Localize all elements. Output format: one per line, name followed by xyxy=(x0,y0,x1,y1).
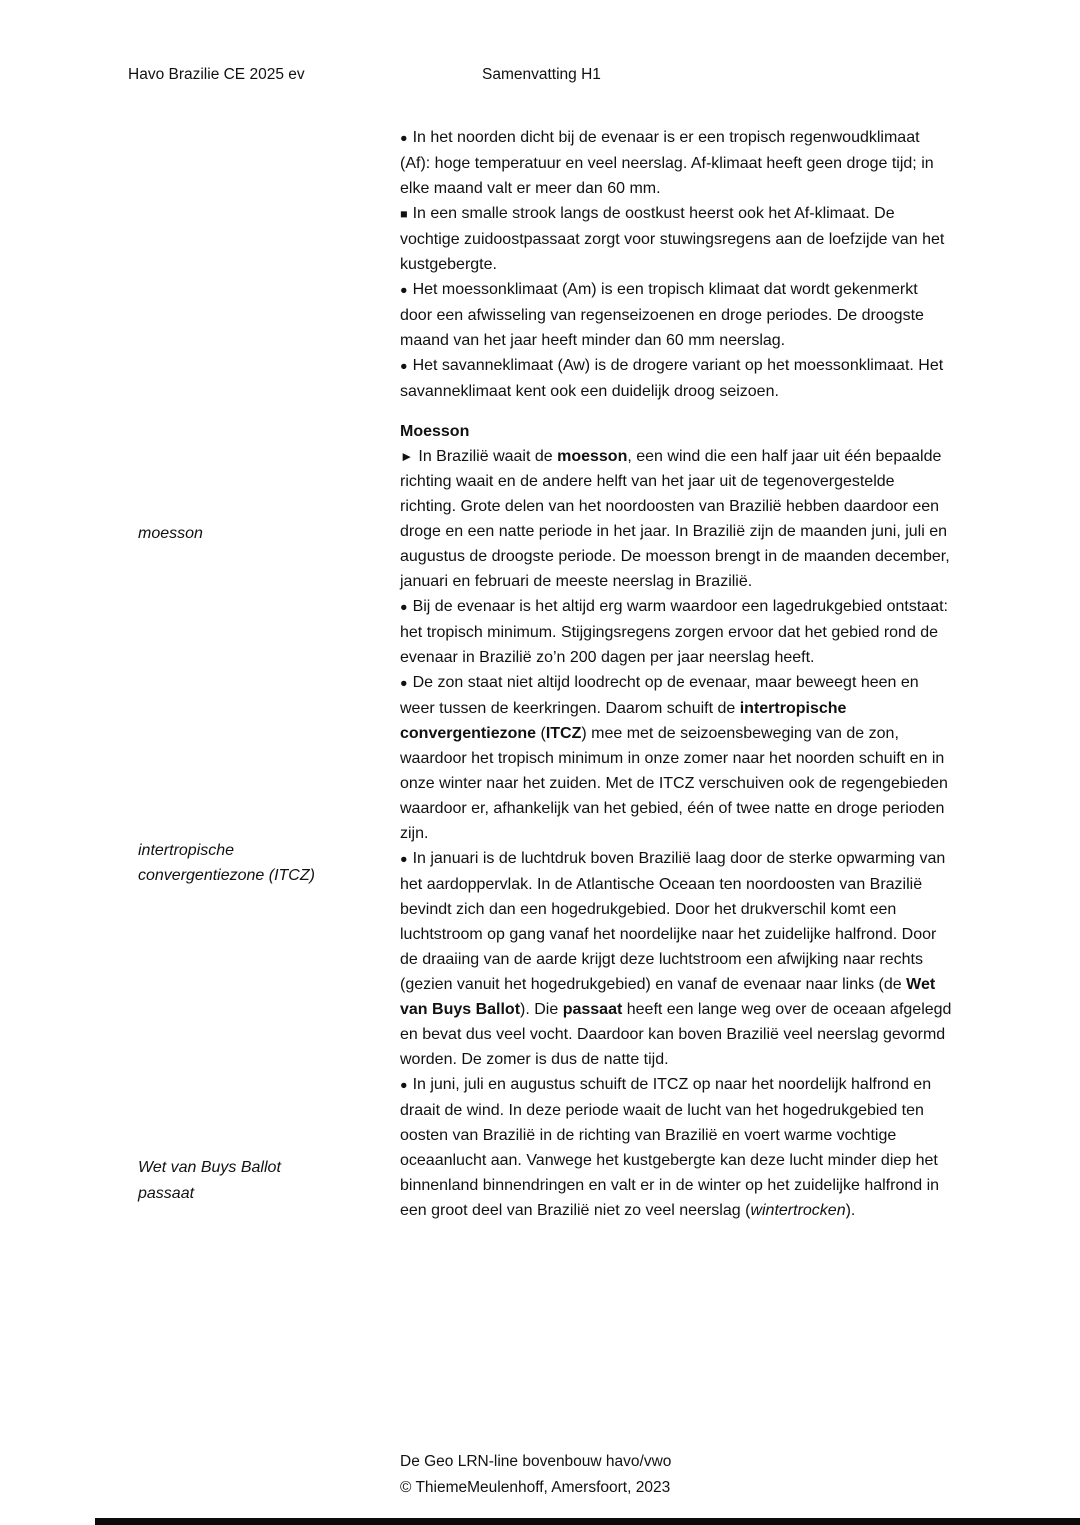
text-run: heeft een lange weg over de oceaan afgelegd en bevat dus veel vocht. Daardoor kan boven Brazilië veel neerslag gevormd worden. De zomer is dus de natte tijd. xyxy=(400,1001,952,1068)
bullet-dot-icon: ● xyxy=(400,283,408,297)
text-run: ITCZ xyxy=(545,725,582,742)
text-run: Bij de evenaar is het altijd erg warm waardoor een lagedrukgebied ontstaat: het tropisch minimum. Stijgingsregens zorgen ervoor dat het gebied rond de evenaar in Brazilië zo’n 200 dagen per jaar neerslag heeft. xyxy=(400,598,948,666)
text-run: Wet van Buys Ballot xyxy=(400,976,936,1018)
page-footer xyxy=(400,1449,671,1501)
paragraph xyxy=(400,594,952,670)
text-run: ). Die xyxy=(520,1001,563,1018)
bullet-square-icon: ■ xyxy=(400,207,408,221)
text-run: De zon staat niet altijd loodrecht op de evenaar, maar beweegt heen en weer tussen de keerkringen. Daarom schuift de xyxy=(400,674,919,717)
text-run: In Brazilië waait de xyxy=(418,448,558,465)
text-run: passaat xyxy=(562,1001,623,1018)
bullet-arrow-icon: ► xyxy=(400,449,414,464)
paragraph xyxy=(400,846,952,1072)
text-run: moesson xyxy=(557,448,628,465)
bullet-dot-icon: ● xyxy=(400,359,408,373)
footer-series-line: De Geo LRN-line bovenbouw havo/vwo xyxy=(400,1453,672,1470)
text-run: ) mee met de seizoensbeweging van de zon, waardoor het tropisch minimum in onze zomer naar het noorden schuift en in onze winter naar het zuiden. Met de ITCZ verschuiven ook de regengebieden waardoor er, afhankelijk van het gebied, één of twee natte en droge perioden zijn. xyxy=(400,725,948,842)
text-run: wintertrocken xyxy=(750,1202,846,1219)
page-bottom-edge xyxy=(95,1518,1080,1525)
text-run: Het savanneklimaat (Aw) is de drogere variant op het moessonklimaat. Het savanneklimaat kent ook een duidelijk droog seizoen. xyxy=(400,357,944,400)
paragraph xyxy=(400,444,952,594)
paragraph xyxy=(400,277,952,353)
text-run: Moesson xyxy=(400,423,470,440)
text-run: Het moessonklimaat (Am) is een tropisch klimaat dat wordt gekenmerkt door een afwisseling van regenseizoenen en droge periodes. De droogste maand van het jaar heeft minder dan 60 mm neerslag. xyxy=(400,281,924,349)
bullet-dot-icon: ● xyxy=(400,131,408,145)
paragraph xyxy=(400,125,952,201)
paragraph xyxy=(400,670,952,846)
paragraph xyxy=(400,201,952,277)
text-run: In januari is de luchtdruk boven Brazilië laag door de sterke opwarming van het aardoppervlak. In de Atlantische Oceaan ten noordoosten van Brazilië bevindt zich dan een hogedrukgebied. Door het drukverschil komt een luchtstroom op gang vanaf het noordelijke naar het zuidelijke halfrond. Door de draaiing van de aarde krijgt deze luchtstroom een afwijking naar rechts (gezien vanuit het hogedrukgebied) en vanaf de evenaar naar links (de xyxy=(400,850,946,993)
bullet-dot-icon: ● xyxy=(400,852,408,866)
paragraph xyxy=(400,1072,952,1223)
margin-term-passaat: passaat xyxy=(138,1185,195,1202)
bullet-dot-icon: ● xyxy=(400,600,408,614)
header-document-title: Havo Brazilie CE 2025 ev xyxy=(128,66,305,83)
margin-term-moesson: moesson xyxy=(138,525,203,542)
paragraph xyxy=(400,353,952,404)
bullet-dot-icon: ● xyxy=(400,676,408,690)
text-run: , een wind die een half jaar uit één bepaalde richting waait en de andere helft van het jaar uit de tegenovergestelde richting. Grote delen van het noordoosten van Brazilië hebben daardoor een droge en een natte periode in het jaar. In Brazilië zijn de maanden juni, juli en augustus de droogste periode. De moesson brengt in de maanden december, januari en februari de meeste neerslag in Brazilië. xyxy=(400,448,950,590)
margin-term-itcz: intertropische convergentiezone (ITCZ) xyxy=(138,842,315,884)
text-run: ). xyxy=(845,1202,856,1219)
body-column xyxy=(400,125,952,1223)
footer-copyright-line: © ThiemeMeulenhoff, Amersfoort, 2023 xyxy=(400,1479,671,1496)
text-run: In juni, juli en augustus schuift de ITCZ op naar het noordelijk halfrond en draait de wind. In deze periode waait de lucht van het hogedrukgebied ten oosten van Brazilië in de richting van Brazilië en voert warme vochtige oceaanlucht aan. Vanwege het kustgebergte kan deze lucht minder diep het binnenland binnendringen en valt er in de winter op het zuidelijke halfrond in een groot deel van Brazilië niet zo veel neerslag ( xyxy=(400,1076,940,1219)
text-run: ( xyxy=(536,725,546,742)
header-section-title: Samenvatting H1 xyxy=(482,66,601,83)
bullet-dot-icon: ● xyxy=(400,1078,408,1092)
section-heading xyxy=(400,419,952,444)
text-run: In het noorden dicht bij de evenaar is er een tropisch regenwoudklimaat (Af): hoge temperatuur en veel neerslag. Af-klimaat heeft geen droge tijd; in elke maand valt er meer dan 60 mm. xyxy=(400,129,934,197)
margin-term-wet-van-buys-ballot: Wet van Buys Ballot xyxy=(138,1159,281,1176)
text-run: In een smalle strook langs de oostkust heerst ook het Af-klimaat. De vochtige zuidoostpassaat zorgt voor stuwingsregens aan de loefzijde van het kustgebergte. xyxy=(400,205,945,273)
text-run: intertropische convergentiezone xyxy=(400,700,847,742)
